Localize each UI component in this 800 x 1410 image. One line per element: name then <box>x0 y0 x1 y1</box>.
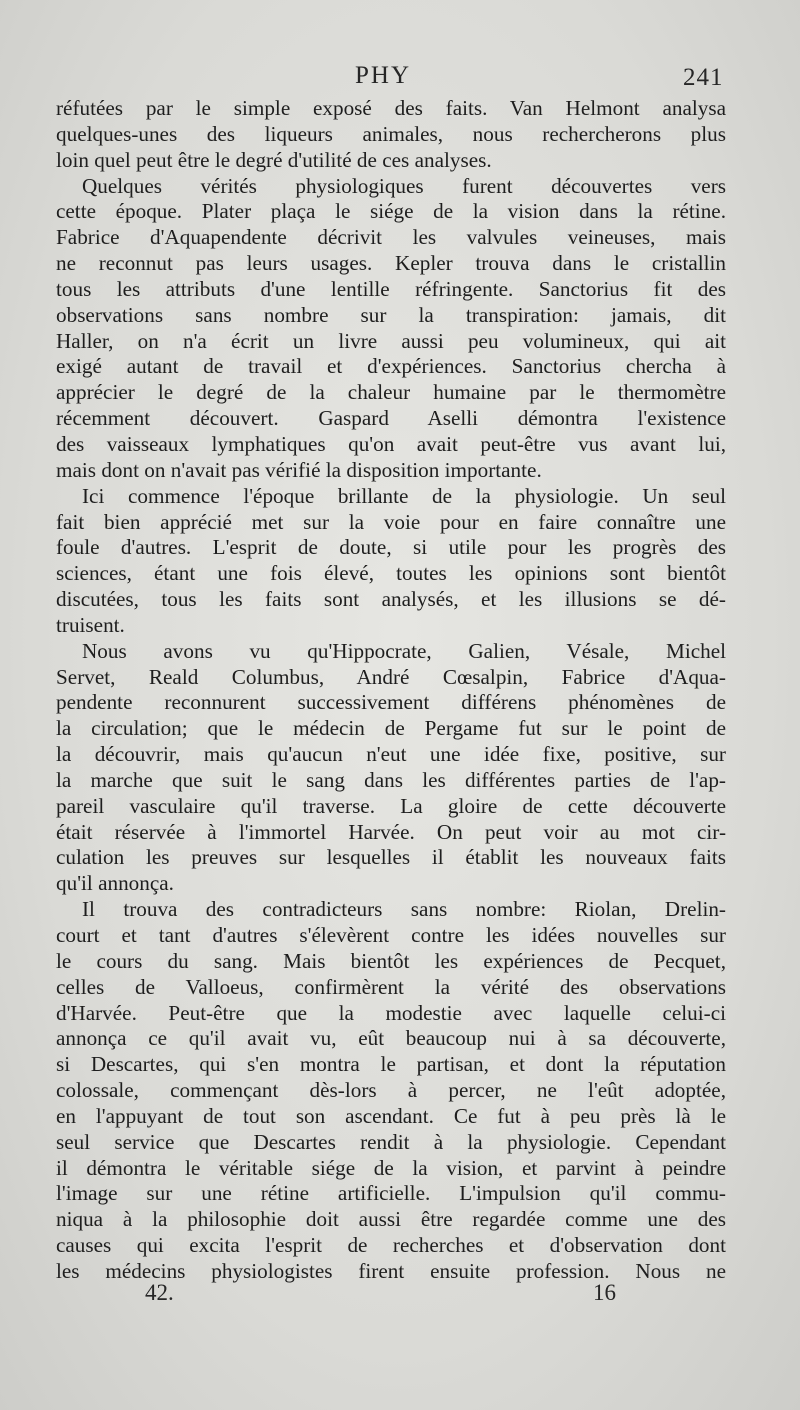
text-line: il démontra le véritable siége de la vision, et parvint à peindre <box>56 1155 726 1180</box>
text-line: seul service que Descartes rendit à la physiologie. Cependant <box>56 1129 726 1154</box>
text-line: Nous avons vu qu'Hippocrate, Galien, Vésale, Michel <box>82 638 726 663</box>
text-line: la marche que suit le sang dans les différentes parties de l'ap- <box>56 767 726 792</box>
text-line: des vaisseaux lymphatiques qu'on avait peut-être vus avant lui, <box>56 431 726 456</box>
text-line: la circulation; que le médecin de Pergame fut sur le point de <box>56 716 726 741</box>
page-footer <box>0 1280 800 1314</box>
text-line: si Descartes, qui s'en montra le partisan, et dont la réputation <box>56 1052 726 1077</box>
running-head <box>0 62 800 98</box>
text-line: Il trouva des contradicteurs sans nombre: Riolan, Drelin- <box>82 897 726 922</box>
text-line: pendente reconnurent successivement différens phénomènes de <box>56 690 726 715</box>
text-line: niqua à la philosophie doit aussi être regardée comme une des <box>56 1207 726 1232</box>
text-line: réfutées par le simple exposé des faits. Van Helmont analysa <box>56 96 726 120</box>
text-line: fait bien apprécié met sur la voie pour en faire connaître une <box>56 509 726 534</box>
signature-mark: 42. <box>145 1280 174 1305</box>
paragraph <box>56 96 726 174</box>
paragraph <box>56 639 726 897</box>
text-line: était réservée à l'immortel Harvée. On peut voir au mot cir- <box>56 819 726 844</box>
text-line: récemment découvert. Gaspard Aselli démontra l'existence <box>56 406 726 431</box>
text-line: apprécier le degré de la chaleur humaine par le thermomètre <box>56 380 726 405</box>
text-line: mais dont on n'avait pas vérifié la disposition importante. <box>56 457 542 482</box>
text-line: causes qui excita l'esprit de recherches et d'observation dont <box>56 1233 726 1258</box>
text-line: exigé autant de travail et d'expériences. Sanctorius chercha à <box>56 354 726 379</box>
text-line: en l'appuyant de tout son ascendant. Ce fut à peu près là le <box>56 1103 726 1128</box>
text-line: l'image sur une rétine artificielle. L'impulsion qu'il commu- <box>56 1181 726 1206</box>
text-line: observations sans nombre sur la transpiration: jamais, dit <box>56 302 726 327</box>
text-line: Ici commence l'époque brillante de la physiologie. Un seul <box>82 483 726 508</box>
paragraph <box>56 174 726 484</box>
text-line: annonça ce qu'il avait vu, eût beaucoup nui à sa découverte, <box>56 1026 726 1051</box>
text-line: culation les preuves sur lesquelles il établit les nouveaux faits <box>56 845 726 870</box>
paragraph <box>56 484 726 639</box>
text-line: d'Harvée. Peut-être que la modestie avec laquelle celui-ci <box>56 1000 726 1025</box>
text-line: le cours du sang. Mais bientôt les expériences de Pecquet, <box>56 948 726 973</box>
text-line: pareil vasculaire qu'il traverse. La gloire de cette découverte <box>56 793 726 818</box>
text-line: qu'il annonça. <box>56 871 174 896</box>
text-line: les médecins physiologistes firent ensuite profession. Nous ne <box>56 1258 726 1283</box>
text-line: ne reconnut pas leurs usages. Kepler trouva dans le cristallin <box>56 251 726 276</box>
text-line: Quelques vérités physiologiques furent découvertes vers <box>82 173 726 198</box>
text-line: court et tant d'autres s'élevèrent contre les idées nouvelles sur <box>56 923 726 947</box>
text-line: la découvrir, mais qu'aucun n'eut une idée fixe, positive, sur <box>56 742 726 767</box>
text-line: colossale, commençant dès-lors à percer, ne l'eût adoptée, <box>56 1078 726 1103</box>
page-number: 241 <box>683 64 724 91</box>
body-text <box>56 96 726 1285</box>
text-line: foule d'autres. L'esprit de doute, si utile pour les progrès des <box>56 535 726 560</box>
text-line: Servet, Reald Columbus, André Cœsalpin, Fabrice d'Aqua- <box>56 664 726 689</box>
paragraph <box>56 897 726 1285</box>
running-title: PHY <box>355 62 412 89</box>
text-line: cette époque. Plater plaça le siége de la vision dans la rétine. <box>56 199 726 224</box>
text-line: truisent. <box>56 612 125 637</box>
text-line: tous les attributs d'une lentille réfringente. Sanctorius fit des <box>56 276 726 301</box>
text-line: discutées, tous les faits sont analysés, et les illusions se dé- <box>56 587 726 612</box>
text-line: loin quel peut être le degré d'utilité de ces analyses. <box>56 147 492 172</box>
text-line: sciences, étant une fois élevé, toutes les opinions sont bientôt <box>56 561 726 586</box>
gathering-mark: 16 <box>593 1280 616 1305</box>
text-line: Fabrice d'Aquapendente décrivit les valvules veineuses, mais <box>56 225 726 250</box>
text-line: Haller, on n'a écrit un livre aussi peu volumineux, qui ait <box>56 328 726 353</box>
text-line: celles de Valloeus, confirmèrent la vérité des observations <box>56 974 726 999</box>
text-line: quelques-unes des liqueurs animales, nous rechercherons plus <box>56 121 726 146</box>
